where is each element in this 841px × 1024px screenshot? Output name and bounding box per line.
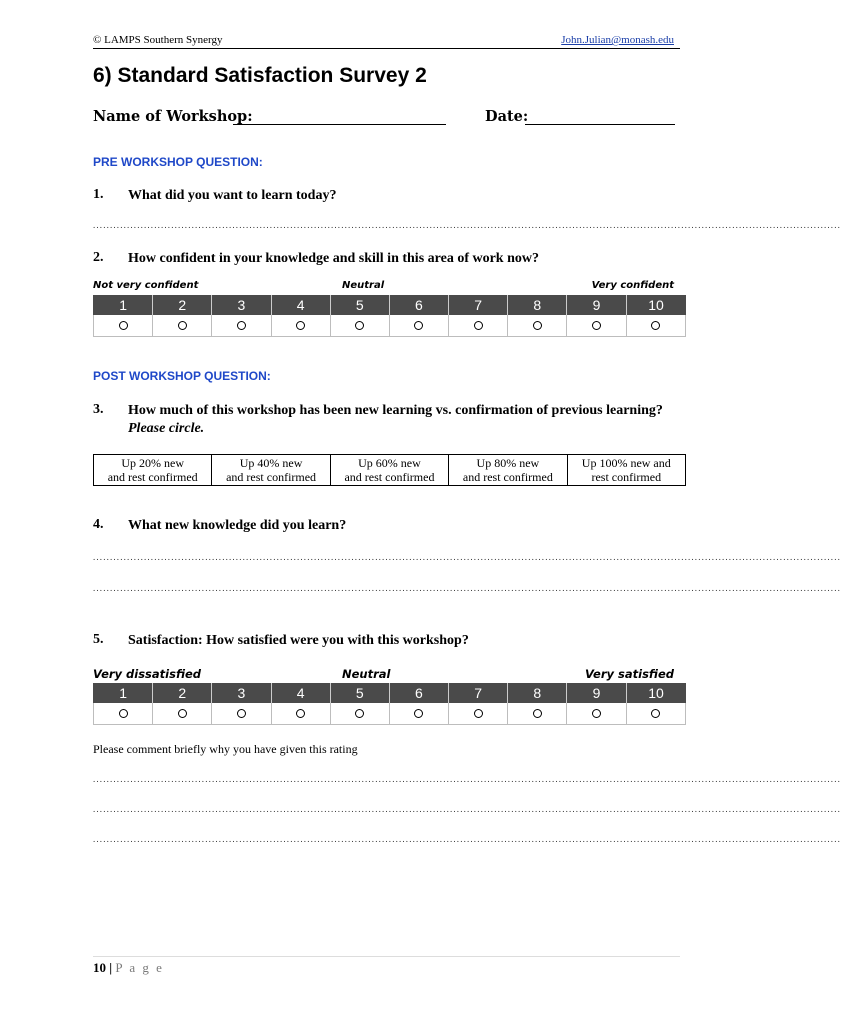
date-field[interactable] [525,124,675,125]
scale-number: 5 [330,683,389,703]
radio-option[interactable] [237,709,246,718]
radio-option[interactable] [296,709,305,718]
question-text: Satisfaction: How satisfied were you with this workshop? [128,633,469,648]
scale-number: 3 [212,295,271,315]
scale-number: 10 [626,683,685,703]
copyright-text: © LAMPS Southern Synergy [93,34,223,46]
scale-low-label: Very dissatisfied [93,667,202,681]
scale-number: 2 [153,683,212,703]
scale-high-label: Very satisfied [584,667,674,681]
scale-high-label: Very confident [591,280,674,291]
radio-option[interactable] [355,709,364,718]
question-text: How much of this workshop has been new learning vs. confirmation of previous learning? Please circle. [128,403,663,436]
workshop-meta-row [93,108,680,128]
confidence-scale-labels [93,280,680,294]
question-text: What did you want to learn today? [128,188,337,203]
radio-option[interactable] [237,321,246,330]
pre-workshop-heading: PRE WORKSHOP QUESTION: [93,155,263,169]
radio-option[interactable] [474,321,483,330]
radio-option[interactable] [533,321,542,330]
satisfaction-scale [93,683,686,725]
confidence-scale [93,295,686,337]
ratio-option[interactable]: Up 40% new and rest confirmed [212,455,330,486]
scale-number: 1 [94,295,153,315]
radio-option[interactable] [592,709,601,718]
ratio-option[interactable]: Up 60% new and rest confirmed [330,455,448,486]
comment-line[interactable]: ............................................................................................................................................................................................................................ [93,834,841,844]
radio-option[interactable] [414,709,423,718]
workshop-name-field[interactable] [233,124,446,125]
scale-header-row [94,683,686,703]
scale-number: 9 [567,295,626,315]
question-number: 1. [93,187,104,202]
radio-option[interactable] [414,321,423,330]
question-instruction: Please circle. [128,421,205,436]
scale-radio-row [94,315,686,337]
workshop-name-label: Name of Workshop: [93,108,253,125]
radio-option[interactable] [355,321,364,330]
date-label: Date: [485,108,529,125]
scale-number: 8 [508,683,567,703]
page-title: 6) Standard Satisfaction Survey 2 [93,64,427,87]
answer-line[interactable]: ............................................................................................................................................................................................................................ [93,220,841,230]
scale-number: 7 [449,683,508,703]
page-separator: | [109,960,113,975]
ratio-option[interactable]: Up 20% new and rest confirmed [94,455,212,486]
answer-line[interactable]: ............................................................................................................................................................................................................................ [93,552,841,562]
question-number: 5. [93,632,104,647]
radio-option[interactable] [178,321,187,330]
scale-number: 10 [626,295,685,315]
page-number: 10 [93,960,106,975]
scale-radio-row [94,703,686,725]
email-link[interactable]: John.Julian@monash.edu [561,34,674,46]
ratio-option[interactable]: Up 100% new and rest confirmed [567,455,685,486]
answer-line[interactable]: ............................................................................................................................................................................................................................ [93,583,841,593]
question-number: 4. [93,517,104,532]
scale-number: 7 [449,295,508,315]
scale-low-label: Not very confident [93,280,199,291]
post-workshop-heading: POST WORKSHOP QUESTION: [93,369,271,383]
scale-number: 3 [212,683,271,703]
radio-option[interactable] [533,709,542,718]
scale-number: 4 [271,683,330,703]
scale-number: 9 [567,683,626,703]
question-number: 2. [93,250,104,265]
radio-option[interactable] [119,709,128,718]
radio-option[interactable] [651,321,660,330]
scale-number: 6 [389,683,448,703]
question-text: How confident in your knowledge and skill in this area of work now? [128,251,539,266]
radio-option[interactable] [474,709,483,718]
radio-option[interactable] [651,709,660,718]
question-number: 3. [93,402,104,417]
scale-number: 6 [389,295,448,315]
comment-prompt: Please comment briefly why you have given this rating [93,742,358,756]
scale-number: 5 [330,295,389,315]
scale-mid-label: Neutral [342,667,391,681]
page-word: P a g e [115,960,164,975]
radio-option[interactable] [592,321,601,330]
scale-number: 4 [271,295,330,315]
learning-ratio-options [93,454,686,486]
radio-option[interactable] [119,321,128,330]
scale-number: 2 [153,295,212,315]
radio-option[interactable] [296,321,305,330]
scale-number: 1 [94,683,153,703]
scale-number: 8 [508,295,567,315]
page-header [93,33,680,49]
comment-line[interactable]: ............................................................................................................................................................................................................................ [93,804,841,814]
question-text: What new knowledge did you learn? [128,518,347,533]
comment-line[interactable]: ............................................................................................................................................................................................................................ [93,774,841,784]
satisfaction-scale-labels [93,667,680,681]
page-footer [93,956,680,976]
ratio-option[interactable]: Up 80% new and rest confirmed [449,455,567,486]
scale-header-row [94,295,686,315]
radio-option[interactable] [178,709,187,718]
scale-mid-label: Neutral [342,280,385,291]
